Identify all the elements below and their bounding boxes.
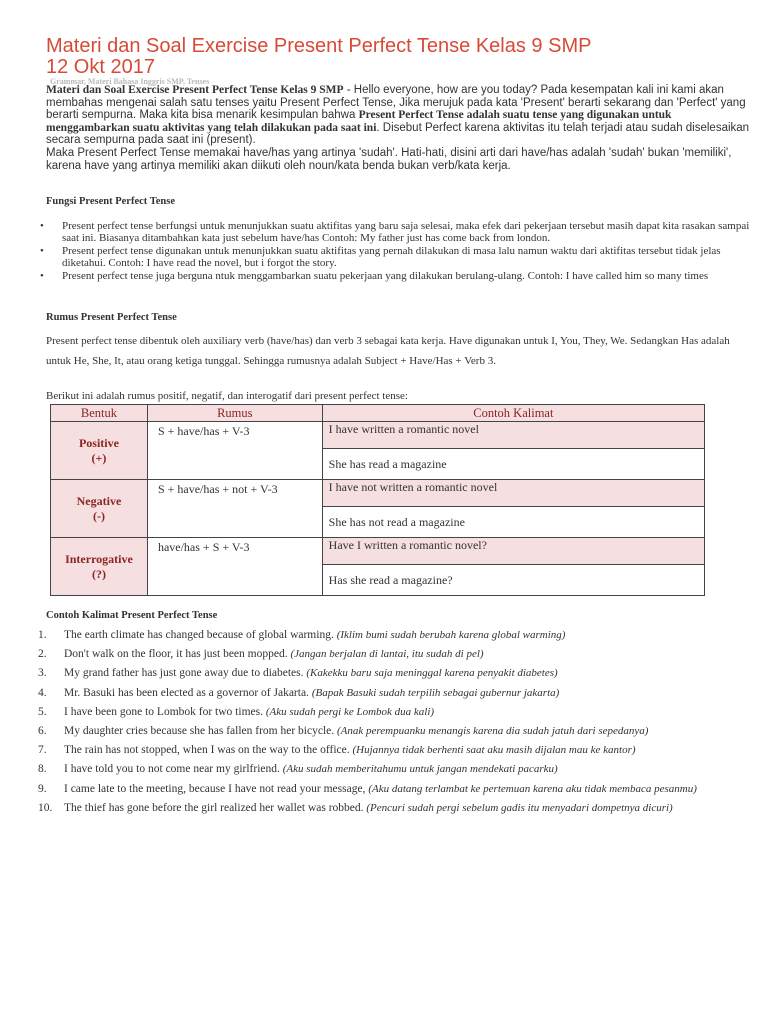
example-english: The rain has not stopped, when I was on the way to the office. <box>64 744 350 757</box>
example-cell: Has she read a magazine? <box>322 565 704 596</box>
example-english: My grand father has just gone away due to diabetes. <box>64 667 304 680</box>
rumus-heading: Rumus Present Perfect Tense <box>46 312 177 323</box>
example-translation: (Aku sudah pergi ke Lombok dua kali) <box>265 705 435 718</box>
example-translation: (Anak perempuanku menangis karena dia sudah jatuh dari sepedanya) <box>337 725 649 738</box>
intro-paragraph <box>46 84 752 172</box>
fungsi-heading: Fungsi Present Perfect Tense <box>46 196 175 207</box>
list-item <box>38 799 752 818</box>
form-label: Negative <box>76 493 122 508</box>
formula-cell: S + have/has + V-3 <box>147 422 322 480</box>
list-item <box>38 780 752 799</box>
table-row <box>51 422 705 449</box>
form-symbol: (+) <box>91 450 107 465</box>
example-translation: (Pencuri sudah pergi sebelum gadis itu menyadari dompetnya dicuri) <box>366 801 673 814</box>
form-label: Interrogative <box>65 551 133 566</box>
list-item <box>38 741 752 760</box>
example-cell: I have not written a romantic novel <box>322 480 704 507</box>
intro-bold-definition: Present Perfect Tense adalah suatu tense yang digunakan untuk menggambarkan suatu aktivitas yang telah dilakukan pada saat ini <box>46 109 672 134</box>
list-item: • Present perfect tense berfungsi untuk menunjukkan suatu aktifitas yang baru saja selesai, maka efek dari pekerjaan tersebut masih dapat kita rasakan sampai saat ini. Biasanya ditambahkan kata just sebelum have/has Contoh: My father just has come back from london. <box>40 220 752 245</box>
example-english: The thief has gone before the girl realized her wallet was robbed. <box>64 801 364 814</box>
table-header-cell: Rumus <box>147 405 322 422</box>
example-translation: (Bapak Basuki sudah terpilih sebagai gubernur jakarta) <box>311 686 560 699</box>
example-translation: (Kakekku baru saja meninggal karena penyakit diabetes) <box>306 667 558 680</box>
item-number: 10. <box>38 801 53 814</box>
table-header-cell: Contoh Kalimat <box>322 405 704 422</box>
list-item: • Present perfect tense juga berguna ntuk menggambarkan suatu pekerjaan yang dilakukan berulang-ulang. Contoh: I have called him so many times <box>40 270 752 282</box>
item-number: 9. <box>38 782 47 795</box>
article-categories: Grammar, Materi Bahasa Inggris SMP, Tenses <box>50 77 210 86</box>
example-translation: (Hujannya tidak berhenti saat aku masih dijalan mau ke kantor) <box>352 744 636 757</box>
intro-text-2: . Disebut Perfect karena aktivitas itu telah terjadi atau sudah diselesaikan secara sempurna pada saat ini (present). <box>46 121 750 147</box>
example-english: I have told you to not come near my girlfriend. <box>64 763 280 776</box>
contoh-heading: Contoh Kalimat Present Perfect Tense <box>46 610 218 621</box>
example-english: Don't walk on the floor, it has just been mopped. <box>64 648 288 661</box>
intro-text-1: - Hello everyone, how are you today? Pada kesempatan kali ini kami akan membahas mengenai salah satu tenses yaitu Present Perfect Tense, Jika merujuk pada kata 'Present' berarti sekarang dan 'Perfect' yang berarti sempurna. Maka kita bisa menarik kesimpulan bahwa <box>46 84 746 122</box>
list-item <box>38 703 752 722</box>
item-number: 6. <box>38 725 47 738</box>
example-translation: (Aku datang terlambat ke pertemuan karena aku tidak membaca pesanmu) <box>368 782 697 795</box>
example-english: I have been gone to Lombok for two times. <box>64 705 263 718</box>
list-item: • Present perfect tense digunakan untuk menunjukkan suatu aktifitas yang pernah dilakukan di masa lalu namun waktu dari aktifitas tersebut tidak jelas diketahui. Contoh: I have read the novel, but i forgot the story. <box>40 245 752 270</box>
example-translation: (Jangan berjalan di lantai, itu sudah di pel) <box>290 648 484 661</box>
intro-bold-title: Materi dan Soal Exercise Present Perfect Tense Kelas 9 SMP <box>46 84 344 96</box>
example-translation: (Iklim bumi sudah berubah karena global warming) <box>336 629 566 641</box>
item-number: 5. <box>38 705 47 718</box>
example-translation: (Aku sudah memberitahumu untuk jangan mendekati pacarku) <box>282 763 558 776</box>
table-row <box>51 538 705 565</box>
form-cell-positive <box>51 422 148 480</box>
example-english: My daughter cries because she has fallen from her bicycle. <box>64 725 335 738</box>
example-cell: She has not read a magazine <box>322 507 704 538</box>
formula-table <box>50 404 705 596</box>
example-english: Mr. Basuki has been elected as a governor of Jakarta. <box>64 686 309 699</box>
article-title: Materi dan Soal Exercise Present Perfect Tense Kelas 9 SMP <box>46 35 592 57</box>
page-title <box>46 36 746 78</box>
item-number: 7. <box>38 744 47 757</box>
list-item <box>38 760 752 779</box>
item-number: 3. <box>38 667 47 680</box>
form-label: Positive <box>78 435 119 450</box>
list-item <box>38 645 752 664</box>
list-item <box>38 684 752 703</box>
rumus-paragraph: Present perfect tense dibentuk oleh auxiliary verb (have/has) dan verb 3 sebagai kata kerja. Have digunakan untuk I, You, They, We. Sedangkan Has adalah untuk He, She, It, atau orang ketiga tunggal. Sehingga rumusnya adalah Subject + Have/Has + Verb 3. <box>46 335 730 367</box>
item-number: 4. <box>38 686 47 699</box>
form-cell-interrogative <box>51 538 148 596</box>
table-header-cell: Bentuk <box>51 405 148 422</box>
table-intro: Berikut ini adalah rumus positif, negatif, dan interogatif dari present perfect tense: <box>46 390 408 402</box>
formula-cell: have/has + S + V-3 <box>147 538 322 596</box>
example-cell: I have written a romantic novel <box>322 422 704 449</box>
example-list <box>38 626 752 818</box>
item-number: 8. <box>38 763 47 776</box>
list-item <box>38 626 752 645</box>
example-cell: Have I written a romantic novel? <box>322 538 704 565</box>
formula-cell: S + have/has + not + V-3 <box>147 480 322 538</box>
intro-text-3: Maka Present Perfect Tense memakai have/has yang artinya 'sudah'. Hati-hati, disini arti dari have/has adalah 'sudah' bukan 'memiliki', karena have yang artinya memiliki akan diikuti oleh noun/kata benda bukan verb/kata kerja. <box>46 146 732 172</box>
example-english: The earth climate has changed because of global warming. <box>64 629 334 641</box>
form-symbol: (-) <box>92 508 105 523</box>
item-number: 2. <box>38 648 47 661</box>
article-date: 12 Okt 2017 <box>46 56 155 78</box>
list-item <box>38 664 752 683</box>
form-symbol: (?) <box>91 566 106 581</box>
table-row <box>51 480 705 507</box>
fungsi-list <box>40 220 752 282</box>
item-number: 1. <box>38 629 47 641</box>
form-cell-negative <box>51 480 148 538</box>
table-header-row <box>51 405 705 422</box>
example-cell: She has read a magazine <box>322 449 704 480</box>
example-english: I came late to the meeting, because I have not read your message, <box>64 782 366 795</box>
list-item <box>38 722 752 741</box>
